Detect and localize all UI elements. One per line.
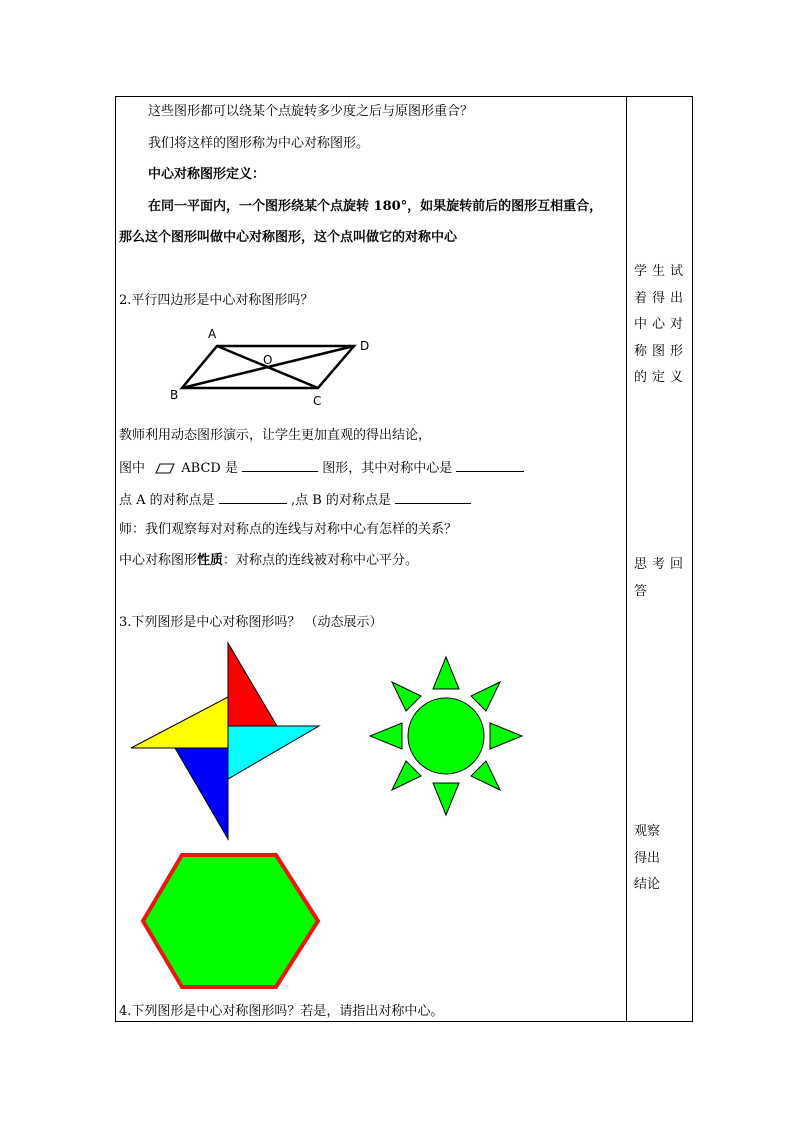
side-note-observe: 观察得出结论 [634, 824, 661, 892]
pinwheel-yellow-blade [131, 697, 228, 748]
label-c: C [313, 394, 322, 408]
sun-ray-top [433, 657, 459, 689]
sun-ray-right [490, 723, 522, 749]
fill1-mid: 图形，其中对称中心是 [322, 461, 453, 476]
fill2-mid: ,点 B 的对称点是 [290, 493, 391, 508]
sun-figure [370, 657, 522, 815]
label-a: A [208, 327, 217, 341]
rotation-question: 这些图形都可以绕某个点旋转多少度之后与原图形重合？ [148, 104, 474, 119]
pinwheel-figure [131, 643, 319, 839]
hexagon-figure [143, 855, 318, 987]
sun-ray-top-right [471, 682, 500, 711]
pinwheel-cyan-blade [228, 726, 319, 779]
naming-sentence: 我们将这样的图形称为中心对称图形。 [148, 136, 370, 151]
label-o: O [263, 353, 273, 367]
fill1-prefix: 图中 [119, 461, 146, 476]
label-d: D [360, 339, 370, 353]
fill1-abcd: ABCD 是 [181, 461, 238, 476]
sun-ray-bottom [433, 783, 459, 815]
sun-ray-bottom-right [471, 761, 500, 790]
question-3: 3.下列图形是中心对称图形吗？ （动态展示） [119, 615, 383, 630]
sun-ray-left [370, 723, 402, 749]
sun-ray-bottom-left [392, 761, 421, 790]
fill2-prefix: 点 A 的对称点是 [119, 493, 215, 508]
question-4: 4.下列图形是中心对称图形吗？若是，请指出对称中心。 [119, 1004, 444, 1019]
property-prefix: 中心对称图形 [119, 553, 198, 568]
label-b: B [170, 388, 179, 402]
definition-title: 中心对称图形定义： [148, 167, 266, 182]
pinwheel-blue-blade [175, 748, 228, 839]
property-bold: 性质 [197, 553, 224, 568]
teacher-demo-text: 教师利用动态图形演示，让学生更加直观的得出结论， [119, 428, 432, 443]
property-rest: ：对称点的连线被对称中心平分。 [223, 553, 419, 568]
observe-question: 师：我们观察每对对称点的连线与对称中心有怎样的关系？ [119, 522, 458, 537]
definition-line-1: 在同一平面内，一个图形绕某个点旋转 180°，如果旋转前后的图形互相重合， [148, 199, 603, 214]
sun-ray-top-left [392, 682, 421, 711]
definition-line-2: 那么这个图形叫做中心对称图形，这个点叫做它的对称中心 [119, 230, 458, 245]
pinwheel-red-blade [228, 643, 277, 726]
side-note-answer: 思考回答 [634, 557, 689, 599]
question-2: 2.平行四边形是中心对称图形吗？ [119, 293, 314, 308]
sun-circle [408, 698, 484, 774]
side-note-definition: 学生试着得出中心对称图形的定义 [634, 264, 689, 385]
